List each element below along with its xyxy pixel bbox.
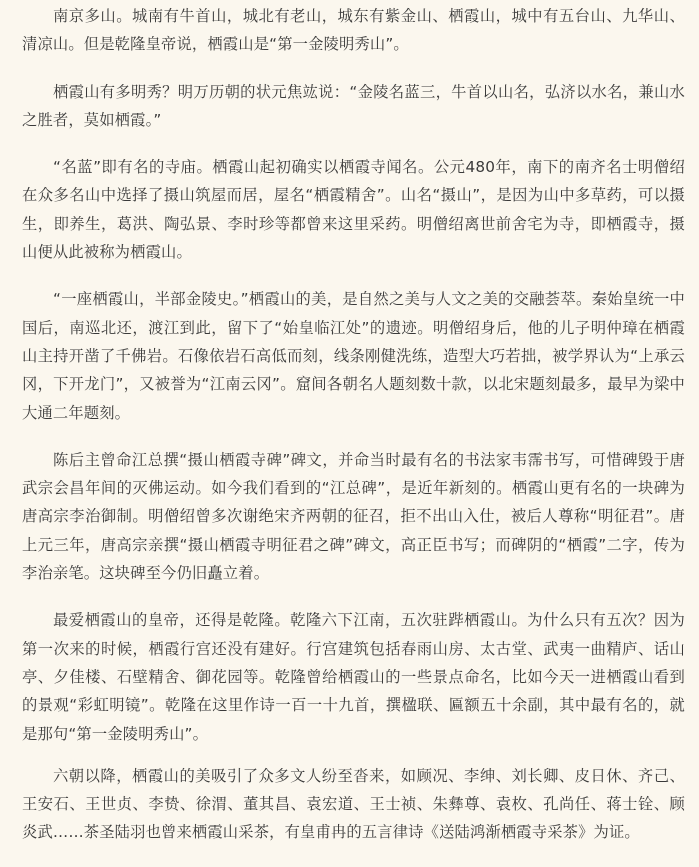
paragraph-steles: 陈后主曾命江总撰“摄山栖霞寺碑”碑文，并命当时最有名的书法家韦霈书写，可惜碑毁于唐武宗会昌年间的灭佛运动。如今我们看到的“江总碑”，是近年新刻的。栖霞山更有名的一块碑为唐高宗李治御制。明僧绍曾多次谢绝宋齐两朝的征召，拒不出山入仕，被后人尊称“明征君”。唐上元三年，唐高宗亲撰“摄山栖霞寺明征君之碑”碑文，高正臣书写；而碑阴的“栖霞”二字，传为李治亲笔。这块碑至今仍旧矗立着。	[22, 450, 685, 583]
paragraph-literati: 六朝以降，栖霞山的美吸引了众多文人纷至沓来，如顾况、李绅、刘长卿、皮日休、齐己、王安石、王世贞、李贽、徐渭、董其昌、袁宏道、王士祯、朱彝尊、袁枚、孔尚任、蒋士铨、顾炎武……茶圣陆羽也曾来栖霞山采茶，有皇甫冉的五言律诗《送陆鸿渐栖霞寺采茶》为证。	[22, 766, 685, 842]
paragraph-thousand-buddha-cliff: “一座栖霞山，半部金陵史。”栖霞山的美，是自然之美与人文之美的交融荟萃。秦始皇统一中国后，南巡北还，渡江到此，留下了“始皇临江处”的遗迹。明僧绍身后，他的儿子明仲璋在栖霞山主持开凿了千佛岩。石像依岩石高低而刻，线条刚健洗练，造型大巧若拙，被学界认为“上承云冈，下开龙门”，又被誉为“江南云冈”。窟间各朝名人题刻数十款，以北宋题刻最多，最早为梁中大通二年题刻。	[22, 290, 685, 422]
paragraph-qixia-temple-origin: “名蓝”即有名的寺庙。栖霞山起初确实以栖霞寺闻名。公元480年，南下的南齐名士明僧绍在众多名山中选择了摄山筑屋而居，屋名“栖霞精舍”。山名“摄山”，是因为山中多草药，可以摄生，即养生，葛洪、陶弘景、李时珍等都曾来这里采药。明僧绍离世前舍宅为寺，即栖霞寺，摄山便从此被称为栖霞山。	[22, 158, 685, 262]
paragraph-mountains-of-nanjing: 南京多山。城南有牛首山，城北有老山，城东有紫金山、栖霞山，城中有五台山、九华山、清凉山。但是乾隆皇帝说，栖霞山是“第一金陵明秀山”。	[22, 7, 685, 54]
paragraph-jiao-hong-quote: 栖霞山有多明秀？明万历朝的状元焦竑说：“金陵名蓝三，牛首以山名，弘济以水名，兼山水之胜者，莫如栖霞。”	[22, 82, 685, 129]
paragraph-qianlong: 最爱栖霞山的皇帝，还得是乾隆。乾隆六下江南，五次驻跸栖霞山。为什么只有五次？因为第一次来的时候，栖霞行宫还没有建好。行宫建筑包括春雨山房、太古堂、武夷一曲精庐、话山亭、夕佳楼、石壁精舍、御花园等。乾隆曾给栖霞山的一些景点命名，比如今天一进栖霞山看到的景观“彩虹明镜”。乾隆在这里作诗一百一十九首，撰楹联、匾额五十余副，其中最有名的，就是那句“第一金陵明秀山”。	[22, 611, 685, 743]
